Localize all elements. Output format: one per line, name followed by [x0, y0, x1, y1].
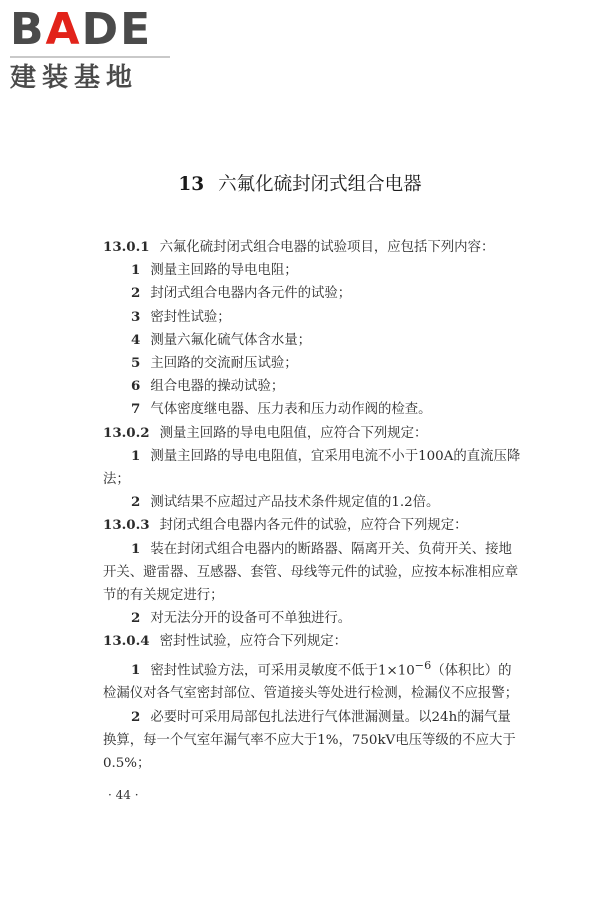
- item-number: 1: [131, 447, 141, 464]
- logo-letters-start: B: [10, 4, 46, 55]
- item-text: 测量六氟化硫气体含水量；: [150, 332, 312, 348]
- item-text: 对无法分开的设备可不单独进行。: [150, 611, 352, 627]
- item-number: 2: [131, 494, 141, 511]
- item-text: 装在封闭式组合电器内的断路器、隔离开关、负荷开关、接地开关、避雷器、互感器、套管、母线等元件的试验，应按本标准相应章节的有关规定进行；: [103, 541, 519, 604]
- clause-text: 六氟化硫封闭式组合电器的试验项目，应包括下列内容：: [159, 240, 495, 255]
- item-number: 7: [131, 401, 141, 418]
- logo-wordmark: [10, 4, 175, 55]
- item-text: 必要时可采用局部包扎法进行气体泄漏测量。以24h的漏气量换算，每一个气室年漏气率不应大于1%，750kV电压等级的不应大于0.5%；: [103, 709, 516, 771]
- chapter-number: 13: [178, 174, 205, 195]
- list-item: [103, 352, 523, 375]
- list-item: [103, 329, 523, 352]
- bade-logo: [10, 4, 175, 93]
- item-number: 6: [131, 378, 141, 395]
- list-item: [103, 654, 523, 706]
- item-number: 5: [131, 355, 141, 372]
- clause: [103, 422, 523, 445]
- clause: [103, 514, 523, 537]
- list-item: [103, 282, 523, 305]
- logo-letter-accent: A: [45, 4, 82, 55]
- item-number: 1: [131, 662, 141, 679]
- clause: [103, 630, 523, 653]
- item-text: 密封性试验；: [150, 309, 231, 325]
- item-text-after: （体积比）的检漏仪对各气室密封部位、管道接头等处进行检测，检漏仪不应报警；: [103, 663, 519, 702]
- item-text: 测试结果不应超过产品技术条件规定值的1.2倍。: [150, 495, 440, 511]
- list-item: [103, 491, 523, 514]
- clause-number: 13.0.4: [103, 633, 150, 650]
- list-item: [103, 607, 523, 630]
- clause-text: 测量主回路的导电电阻值，应符合下列规定：: [159, 425, 428, 441]
- clause-number: 13.0.3: [103, 517, 150, 534]
- logo-subtitle: 建装基地: [10, 63, 139, 93]
- clause: [103, 236, 523, 259]
- item-number: 3: [131, 308, 141, 325]
- item-number: 1: [131, 540, 141, 557]
- clause-list: [103, 236, 523, 775]
- chapter-title: 六氟化硫封闭式组合电器: [218, 174, 422, 195]
- chapter-heading: [0, 170, 600, 196]
- list-item: [103, 538, 523, 608]
- clause-text: 密封性试验，应符合下列规定：: [159, 634, 348, 650]
- item-number: 2: [131, 708, 141, 725]
- item-text: 主回路的交流耐压试验；: [150, 356, 298, 372]
- item-text: 测量主回路的导电电阻；: [150, 263, 298, 279]
- item-number: 1: [131, 262, 141, 279]
- list-item: [103, 375, 523, 398]
- clause-number: 13.0.1: [103, 239, 150, 255]
- clause-number: 13.0.2: [103, 424, 150, 441]
- list-item: [103, 398, 523, 421]
- item-number: 4: [131, 331, 141, 348]
- page-number: · 44 ·: [108, 788, 139, 802]
- list-item: [103, 706, 523, 776]
- list-item: [103, 445, 523, 491]
- list-item: [103, 259, 523, 282]
- item-text: 测量主回路的导电电阻值，宜采用电流不小于100A的直流压降法；: [103, 448, 521, 488]
- item-number: 2: [131, 610, 141, 627]
- exponent: −6: [414, 658, 432, 672]
- item-number: 2: [131, 285, 141, 302]
- item-text: 封闭式组合电器内各元件的试验；: [150, 286, 352, 302]
- item-text: 组合电器的操动试验；: [150, 379, 285, 395]
- clause-text: 封闭式组合电器内各元件的试验，应符合下列规定：: [159, 518, 468, 534]
- list-item: [103, 306, 523, 329]
- logo-divider: [10, 56, 170, 58]
- item-text-before: 密封性试验方法，可采用灵敏度不低于1×10: [150, 663, 415, 679]
- item-text: 气体密度继电器、压力表和压力动作阀的检查。: [150, 402, 432, 418]
- logo-letters-end: DE: [81, 4, 153, 55]
